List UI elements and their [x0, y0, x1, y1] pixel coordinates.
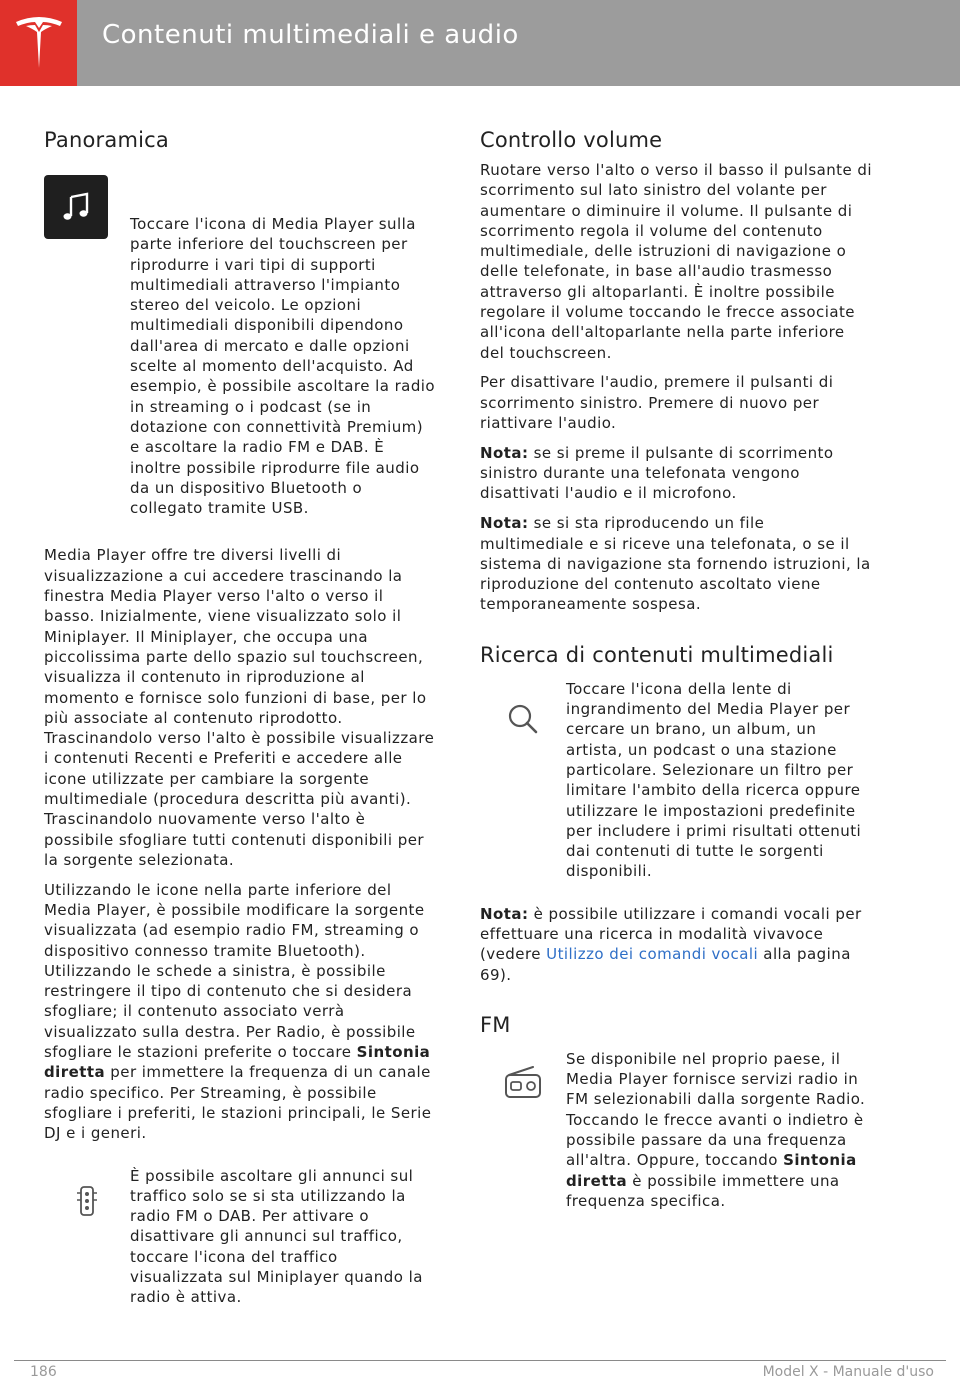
- left-column: [44, 128, 436, 1308]
- source-selection-paragraph: Utilizzando le icone nella parte inferiore del Media Player, è possibile modificare la sorgente visualizzata (ad esempio radio FM, streaming o dispositivo connesso tramite Bluetooth). Utilizzando le schede a sinistra, è possibile restringere il tipo di contenuto che si desidera sfogliare; il contenuto associato verrà visualizzato sulla destra. Per Radio, è possibile sfogliare le stazioni preferite o toccare Sintonia diretta per immettere la frequenza di un canale radio specifico. Per Streaming, è possibile sfogliare i preferiti, le stazioni principali, le Serie DJ e i generi.: [44, 880, 432, 1143]
- tesla-logo-icon: [14, 14, 64, 70]
- right-column: [480, 128, 872, 1211]
- search-icon: [506, 702, 540, 736]
- fm-sintonia-diretta-label: Sintonia diretta: [566, 1151, 857, 1190]
- mute-paragraph: Per disattivare l'audio, premere il pulsanti di scorrimento sinistro. Premere di nuovo per riattivare l'audio.: [480, 373, 834, 433]
- volume-note-2: Nota: se si sta riproducendo un file multimediale e si riceve una telefonata, o se il sistema di navigazione sta fornendo istruzioni, la riproduzione del contenuto ascoltato viene temporaneamente sospesa.: [480, 514, 871, 614]
- fm-paragraph: Se disponibile nel proprio paese, il Media Player fornisce servizi radio in FM selezionabili dalla sorgente Radio. Toccando le frecce avanti o indietro è possibile passare da una frequenza all'altra. Oppure, toccando Sintonia diretta è possibile immettere una frequenza specifica.: [566, 1049, 866, 1210]
- section-heading-ricerca: Ricerca di contenuti multimediali: [480, 642, 834, 667]
- page-title: Contenuti multimediali e audio: [102, 20, 519, 50]
- section-heading-panoramica: Panoramica: [44, 128, 169, 152]
- traffic-block: [44, 1166, 436, 1308]
- search-block: [480, 679, 872, 882]
- search-note: Nota: è possibile utilizzare i comandi vocali per effettuare una ricerca in modalità vivavoce (vedere Utilizzo dei comandi vocali alla pagina 69).: [480, 904, 862, 984]
- media-player-levels-paragraph: Media Player offre tre diversi livelli di visualizzazione a cui accedere trascinando la finestra Media Player verso l'alto o verso il basso. Inizialmente, viene visualizzato solo il Miniplayer. Il Miniplayer, che occupa una piccolissima parte dello spazio sul touchscreen, visualizza il contenuto in riproduzione al momento e fornisce solo funzioni di base, per lo più associate al contenuto riprodotto. Trascinandolo verso l'alto è possibile visualizzare i contenuti Recenti e Preferiti e accedere alle icone utilizzate per cambiare la sorgente multimediale (procedura descritta più avanti). Trascinandolo nuovamente verso l'alto è possibile sfogliare tutti contenuti disponibili per la sorgente selezionata.: [44, 546, 435, 869]
- traffic-paragraph: È possibile ascoltare gli annunci sul traffico solo se si sta utilizzando la radio FM o DAB. Per attivare o disattivare gli annunci sul traffico, toccare l'icona del traffico visualizzata sul Miniplayer quando la radio è attiva.: [130, 1166, 423, 1307]
- radio-icon: [503, 1064, 543, 1100]
- fm-block: [480, 1049, 872, 1211]
- manual-name: Model X - Manuale d'uso: [762, 1364, 934, 1380]
- page-header: [0, 0, 960, 86]
- volume-paragraph: Ruotare verso l'alto o verso il basso il pulsante di scorrimento sul lato sinistro del volante per aumentare o diminuire il volume. Il pulsante di scorrimento regola il volume del contenuto multimediale, delle istruzioni di navigazione o delle telefonate, in base all'audio trasmesso attraverso gli altoparlanti. È inoltre possibile regolare il volume toccando le frecce associate all'icona dell'altoparlante nella parte inferiore del touchscreen.: [480, 161, 872, 362]
- search-paragraph: Toccare l'icona della lente di ingrandimento del Media Player per cercare un brano, un album, un artista, un podcast o una stazione particolare. Selezionare un filtro per limitare l'ambito della ricerca oppure utilizzare le impostazioni predefinite per includere i primi risultati ottenuti dai contenuti di tutte le sorgenti disponibili.: [566, 679, 862, 881]
- section-heading-volume: Controllo volume: [480, 128, 663, 152]
- voice-commands-link[interactable]: Utilizzo dei comandi vocali: [546, 945, 759, 964]
- media-player-block: [44, 164, 436, 518]
- footer-divider: [14, 1360, 946, 1361]
- volume-note-1: Nota: se si preme il pulsante di scorrimento sinistro durante una telefonata vengono disattivati l'audio e il microfono.: [480, 443, 834, 503]
- media-player-paragraph: Toccare l'icona di Media Player sulla parte inferiore del touchscreen per riprodurre i vari tipi di supporti multimediali attraverso l'impianto stereo del veicolo. Le opzioni multimediali disponibili dipendono dall'area di mercato e dalle opzioni scelte al momento dell'acquisto. Ad esempio, è possibile ascoltare la radio in streaming o i podcast (se in dotazione con connettività Premium) e ascoltare la radio FM e DAB. È inoltre possibile riprodurre file audio da un dispositivo Bluetooth o collegato tramite USB.: [130, 215, 436, 518]
- sintonia-diretta-label: Sintonia diretta: [44, 1043, 431, 1082]
- traffic-light-icon: [74, 1184, 100, 1218]
- tesla-logo: [0, 0, 77, 86]
- page-number: 186: [30, 1364, 57, 1380]
- music-note-icon: [44, 175, 108, 239]
- section-heading-fm: FM: [480, 1012, 511, 1037]
